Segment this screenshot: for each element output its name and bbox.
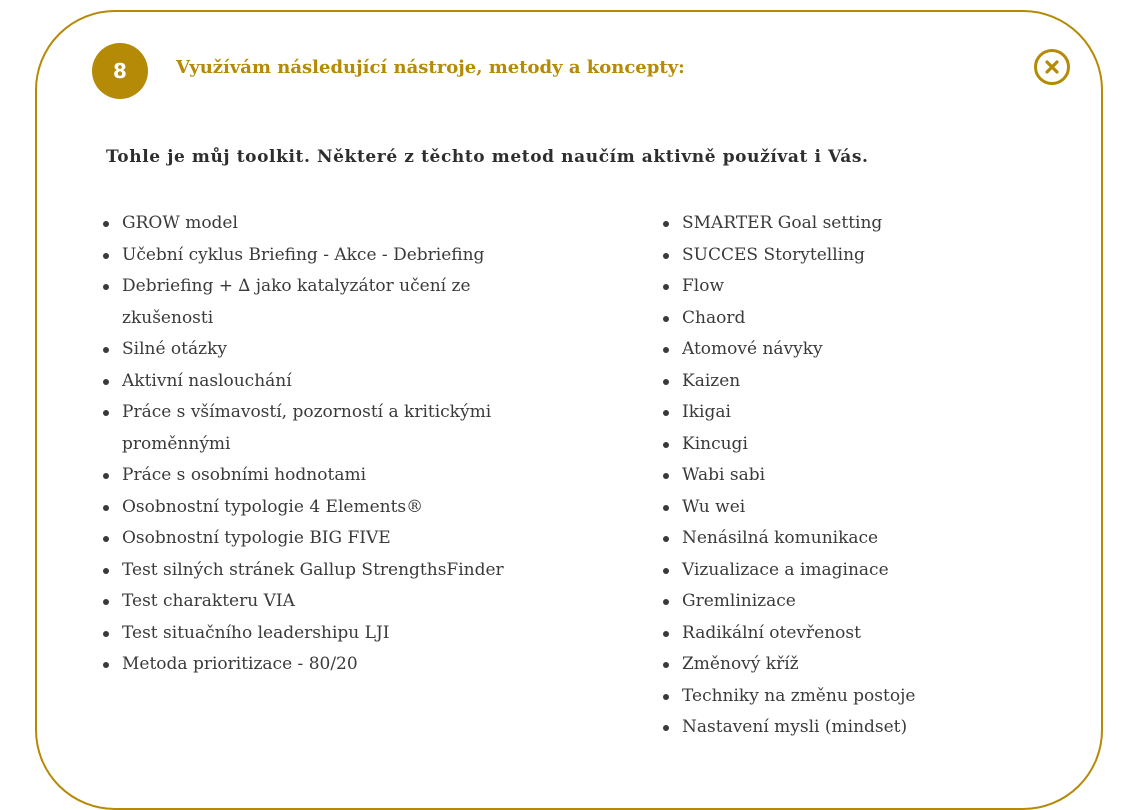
tool-list-item: Techniky na změnu postoje: [662, 681, 1062, 713]
tool-list-item: GROW model: [102, 208, 522, 240]
tool-list-item: Debriefing + ∆ jako katalyzátor učení ze zkušenosti: [102, 271, 522, 334]
tool-list-item: Wabi sabi: [662, 460, 1062, 492]
tool-list-item: Nenásilná komunikace: [662, 523, 1062, 555]
tool-list-item: Změnový kříž: [662, 649, 1062, 681]
tool-list-item: Metoda prioritizace - 80/20: [102, 649, 522, 681]
tool-list-item: Chaord: [662, 303, 1062, 335]
tools-list-right: [662, 208, 1062, 744]
tool-list-item: SUCCES Storytelling: [662, 240, 1062, 272]
toolkit-subtitle: Tohle je můj toolkit. Některé z těchto metod naučím aktivně používat i Vás.: [106, 147, 869, 167]
close-button[interactable]: [1034, 49, 1070, 85]
close-icon: [1044, 59, 1060, 75]
tool-list-item: Test situačního leadershipu LJI: [102, 618, 522, 650]
tool-list-item: Gremlinizace: [662, 586, 1062, 618]
tool-list-item: Práce s osobními hodnotami: [102, 460, 522, 492]
tool-list-item: Nastavení mysli (mindset): [662, 712, 1062, 744]
section-heading: Využívám následující nástroje, metody a koncepty:: [176, 57, 685, 78]
tool-list-item: Práce s všímavostí, pozorností a kritickými proměnnými: [102, 397, 522, 460]
tool-list-item: Test charakteru VIA: [102, 586, 522, 618]
tool-list-item: Wu wei: [662, 492, 1062, 524]
tool-list-item: Kaizen: [662, 366, 1062, 398]
tool-list-item: Osobnostní typologie 4 Elements®: [102, 492, 522, 524]
tool-list-item: Kincugi: [662, 429, 1062, 461]
tool-list-item: Flow: [662, 271, 1062, 303]
tool-list-item: SMARTER Goal setting: [662, 208, 1062, 240]
tool-list-item: Ikigai: [662, 397, 1062, 429]
tool-list-item: Atomové návyky: [662, 334, 1062, 366]
tool-list-item: Učební cyklus Briefing - Akce - Debriefing: [102, 240, 522, 272]
section-number-badge: 8: [92, 43, 148, 99]
tool-list-item: Radikální otevřenost: [662, 618, 1062, 650]
tool-list-item: Silné otázky: [102, 334, 522, 366]
tool-list-item: Aktivní naslouchání: [102, 366, 522, 398]
tool-list-item: Test silných stránek Gallup StrengthsFinder: [102, 555, 522, 587]
tool-list-item: Osobnostní typologie BIG FIVE: [102, 523, 522, 555]
tool-list-item: Vizualizace a imaginace: [662, 555, 1062, 587]
tools-list-left: [102, 208, 522, 681]
